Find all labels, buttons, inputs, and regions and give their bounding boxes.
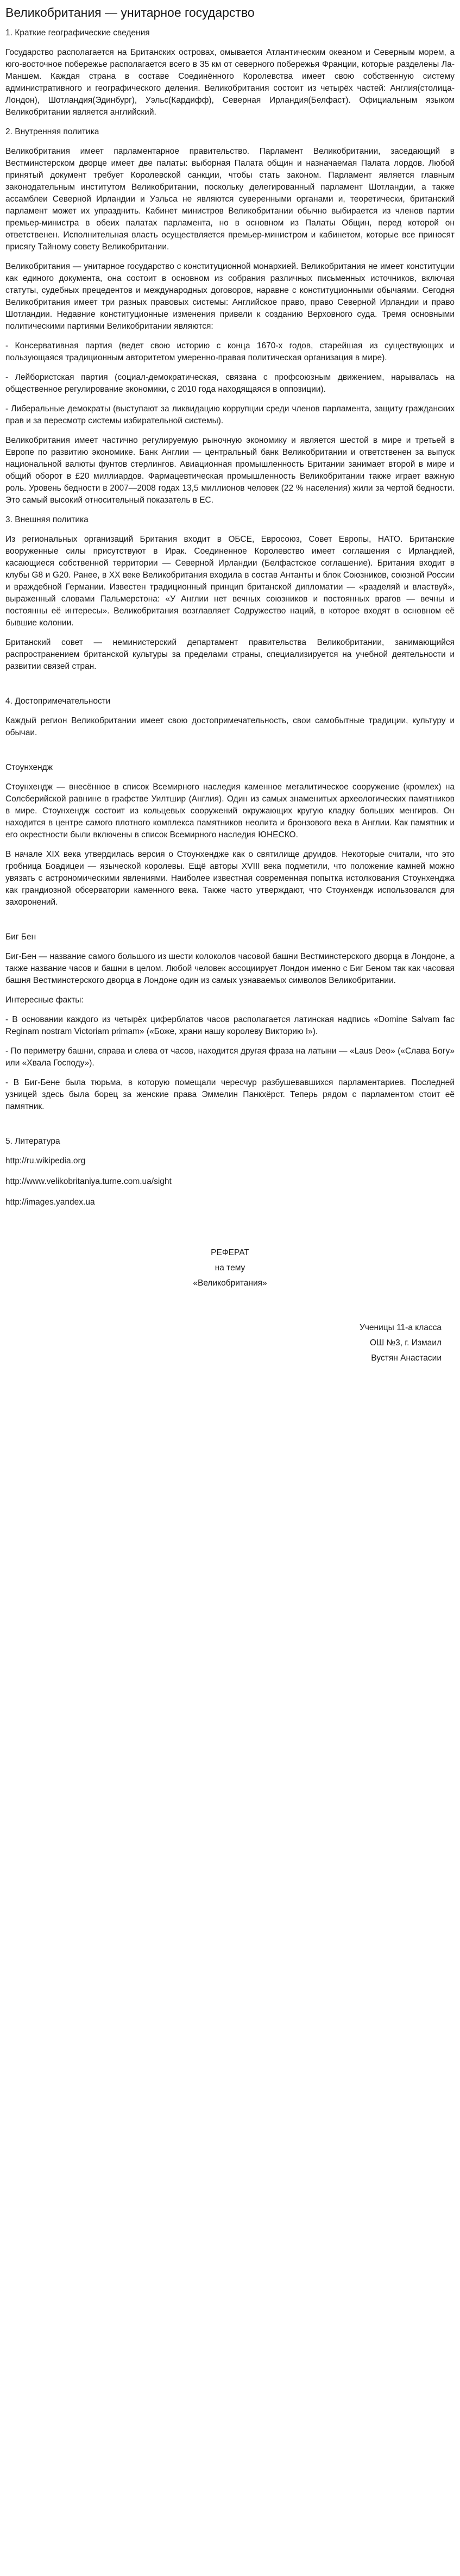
paragraph-fact-1: - В основании каждого из четырёх циферблатов часов располагается латинская надпись «Domine Salvam fac Reginam nostram Victoriam primam» («Боже, храни нашу королеву Викторию I»).: [5, 1015, 455, 1036]
section-heading-references: 5. Литература: [5, 1137, 60, 1146]
paragraph-parliament: Великобритания имеет парламентарное правительство. Парламент Великобритании, заседающий в Вестминстерском дворце имеет две палаты: выборная Палата общин и назначаемая Палата лордов. Любой принятый документ требует Королевской санкции, чтобы стать законом. Парламент является главным законодательным институтом Великобритании, поскольку делегированный парламент Шотландии, а также ассамблеи Северной Ирландии и Уэльса не являются суверенными органами и, теоретически, британский парламент может их упразднить. Кабинет министров Великобритании обычно выбирается из членов партии премьер-министра в обеих палатах парламента, но в основном из Палаты Общин, перед которой он ответственен. Исполнительная власть осуществляется премьер-министром и кабинетом, которые все приносят присягу Тайному совету Великобритании.: [5, 147, 455, 252]
paragraph-economy: Великобритания имеет частично регулируемую рыночную экономику и является шестой в мире и третьей в Европе по развитию экономике. Банк Англии — центральный банк Великобритании и ответственен за выпуск национальной валюты фунтов стерлингов. Авиационная промышленность Британии занимает второй в мире и общий оборот в £20 миллиардов. Фармацевтическая промышленность Великобритании также играет важную роль. Уровень бедности в 2007—2008 годах 13,5 миллионов человек (22 % населения) жили за чертой бедности. Это самый высокий относительный показатель в ЕС.: [5, 436, 455, 505]
paragraph-constitution: Великобритания — унитарное государство с конституционной монархией. Великобритания не имеет конституции как единого документа, она состоит в основном из собрания различных письменных источников, включая статуты, судебных прецедентов и международных договоров, наравне с конституционными обычаями. Сегодня Великобритания имеет три разных правовых системы: Английское право, право Северной Ирландии и право Шотландии. Недавние конституционные изменения привели к созданию Верховного суда. Тремя основными политическими партиями Великобритании являются:: [5, 262, 455, 331]
paragraph-stonehenge-1: Стоунхендж — внесённое в список Всемирного наследия каменное мегалитическое сооружение (кромлех) на Солсберийской равнине в графстве Уилтшир (Англия). Один из самых знаменитых археологических памятников в мире. Стоунхендж состоит из кольцевых сооружений окружающих кругую кладку больших менгиров. Он находится в центре самого плотного комплекса памятников неолита и бронзового века в Англии. Как памятник и его окрестности были включены в список Всемирного наследия ЮНЕСКО.: [5, 782, 455, 839]
author-class: Ученицы 11-а класса: [359, 1323, 442, 1332]
report-on-topic: на тему: [215, 1263, 245, 1273]
reference-link-wikipedia[interactable]: http://ru.wikipedia.org: [5, 1156, 86, 1165]
section-heading-foreign-policy: 3. Внешняя политика: [5, 515, 89, 524]
paragraph-geography: Государство располагается на Британских островах, омывается Атлантическим океаном и Северным морем, а юго-восточное побережье располагается всего в 35 км от северного побережья Франции, которые разделены Ла-Маншем. Каждая страна в составе Соединённого Королевства имеет свою собственную систему административного и географического деления. Великобритания состоит из четырёх частей: Англия(столица- Лондон), Шотландия(Эдинбург), Уэльс(Кардифф), Северная Ирландия(Белфаст). Официальным языком Великобритании является английский.: [5, 48, 455, 117]
subheading-stonehenge: Стоунхендж: [5, 763, 53, 772]
paragraph-liberal-democrats: - Либеральные демократы (выступают за ликвидацию коррупции среди членов парламента, защиту гражданских прав и за пересмотр системы избирательной системы).: [5, 404, 455, 425]
author-block: [5, 1321, 442, 1365]
author-name: Вустян Анастасии: [371, 1353, 442, 1363]
paragraph-interesting-facts-label: Интересные факты:: [5, 995, 84, 1005]
paragraph-fact-2: - По периметру башни, справа и слева от часов, находится другая фраза на латыни — «Laus Deo» («Слава Богу» или «Хвала Господу»).: [5, 1046, 455, 1068]
paragraph-attractions-intro: Каждый регион Великобритании имеет свою достопримечательность, свои самобытные традиции, культуру и обычаи.: [5, 716, 455, 737]
paragraph-fact-3: - В Биг-Бене была тюрьма, в которую помещали чересчур разбушевавшихся парламентариев. Последней узницей здесь была борец за женские права Эммелин Панкхёрст. Теперь рядом с парламентом стоит её памятник.: [5, 1078, 455, 1111]
reference-link-velikobritaniya[interactable]: http://www.velikobritaniya.turne.com.ua/sight: [5, 1177, 172, 1186]
section-heading-politics: 2. Внутренняя политика: [5, 127, 99, 136]
section-spacer: [5, 747, 455, 762]
paragraph-british-council: Британский совет — неминистерский департамент правительства Великобритании, занимающийся распространением британской культуры за пределами страны, специализируется на учебной деятельности и развитии связей стран.: [5, 638, 455, 671]
document-title: Великобритания — унитарное государство: [5, 5, 255, 20]
reference-link-yandex-images[interactable]: http://images.yandex.ua: [5, 1198, 95, 1207]
author-school: ОШ №3, г. Измаил: [369, 1338, 442, 1347]
paragraph-stonehenge-2: В начале XIX века утвердилась версия о Стоунхендже как о святилище друидов. Некоторые считали, что это гробница Боадицеи — языческой королевы. Ещё авторы XVIII века подметили, что положение камней можно увязать с астрономическими явлениями. Наиболее известная современная попытка истолкования Стоунхенджа как грандиозной обсерватории каменного века. Также часто утверждают, что Стоунхендж использовался для захоронений.: [5, 850, 455, 907]
report-topic: «Великобритания»: [193, 1278, 267, 1288]
section-spacer: [5, 1120, 455, 1136]
section-heading-geography: 1. Краткие географические сведения: [5, 28, 150, 37]
report-title-block: [5, 1246, 455, 1290]
paragraph-foreign-policy: Из региональных организаций Британия входит в ОБСЕ, Евросоюз, Совет Европы, НАТО. Британские вооруженные силы присутствуют в Ирак. Соединенное Королевство имеет соглашения с Ирландией, касающиеся собственной территории — Северной Ирландии (Белфастское соглашение). Британия входит в клубы G8 и G20. Ранее, в XX веке Великобритания входила в состав Антанты и блок Союзников, союзной России и враждебной Германии. Известен традиционный принцип британской дипломатии — «разделяй и властвуй», выраженный словами Пальмерстона: «У Англии нет вечных союзников и постоянных врагов — вечны и постоянны её интересы». Великобритания возглавляет Содружество наций, в которое входят в основном её бывшие колонии.: [5, 535, 455, 628]
section-heading-attractions: 4. Достопримечательности: [5, 697, 111, 706]
document-body: [5, 27, 455, 1148]
subheading-big-ben: Биг Бен: [5, 932, 36, 942]
report-label: РЕФЕРАТ: [211, 1248, 249, 1257]
paragraph-conservative-party: - Консервативная партия (ведет свою историю с конца 1670-х годов, старейшая из существующих и пользующаяся традиционным авторитетом умеренно-правая политическая организация в мире).: [5, 341, 455, 362]
section-spacer: [5, 916, 455, 931]
paragraph-big-ben: Биг-Бен — название самого большого из шести колоколов часовой башни Вестминстерского дворца в Лондоне, а также название часов и башни в целом. Любой человек ассоциирует Лондон именно с Биг Беном так как часовая башня Вестминстерского дворца в Лондоне один из самых узнаваемых символов Великобритании.: [5, 952, 455, 985]
reference-links: [5, 1155, 455, 1208]
section-spacer: [5, 680, 455, 695]
paragraph-labour-party: - Лейбористская партия (социал-демократическая, связана с профсоюзным движением, нарывалась на общественное регулирование экономики, с 2010 года находящаяся в оппозиции).: [5, 373, 455, 394]
